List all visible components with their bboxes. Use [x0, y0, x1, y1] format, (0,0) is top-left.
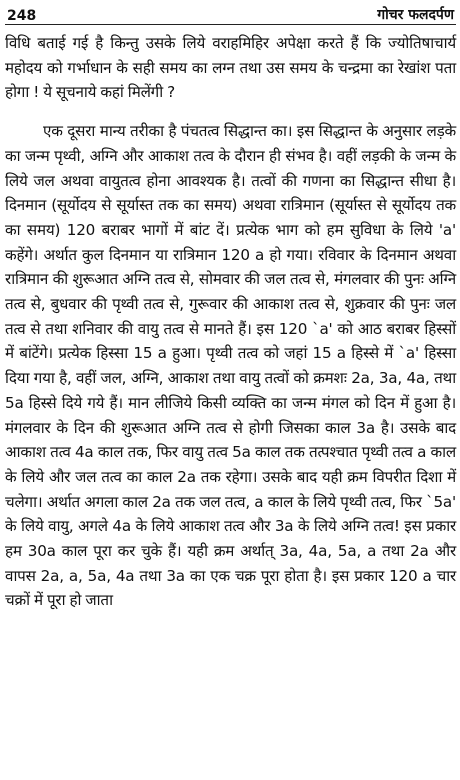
- paragraph-continuation: विधि बताई गई है किन्तु उसके लिये वराहमिहिर अपेक्षा करते हैं कि ज्योतिषाचार्य महोदय को गर्भाधान के सही समय का लग्न तथा उस समय के चन्द्रमा का रेखांश पता होगा ! ये सूचनाये कहां मिलेंगी ?: [5, 34, 456, 102]
- body-text: [5, 31, 456, 613]
- paragraph-panchtatva: एक दूसरा मान्य तरीका है पंचतत्व सिद्धान्त का। इस सिद्धान्त के अनुसार लड़के का जन्म पृथ्वी, अग्नि और आकाश तत्व के दौरान ही संभव है। वहीं लड़की के जन्म के लिये जल अथवा वायुतत्व होना आवश्यक है। तत्वों की गणना का सिद्धान्त सीधा है। दिनमान (सूर्योदय से सूर्यास्त तक का समय) अथवा रात्रिमान (सूर्यास्त से सूर्योदय तक का समय) 120 बराबर भागों में बांट दें। प्रत्येक भाग को हम सुविधा के लिये 'a' कहेंगे। अर्थात कुल दिनमान या रात्रिमान 120 a हो गया। रविवार के दिनमान अथवा रात्रिमान की शुरूआत अग्नि तत्व से, सोमवार की जल तत्व से, मंगलवार की पुनः अग्नि तत्व से, बुधवार की पृथ्वी तत्व से, गुरूवार की आकाश तत्व से, शुक्रवार की पुनः जल तत्व से तथा शनिवार की वायु तत्व से मानते हैं। इस 120 `a' को आठ बराबर हिस्सों में बांटेंगे। प्रत्येक हिस्सा 15 a हुआ। पृथ्वी तत्व को जहां 15 a हिस्से में `a' हिस्सा दिया गया है, वहीं जल, अग्नि, आकाश तथा वायु तत्वों को क्रमशः 2a, 3a, 4a, तथा 5a हिस्से दिये गये हैं। मान लीजिये किसी व्यक्ति का जन्म मंगल को दिन में हुआ है। मंगलवार के दिन की शुरूआत अग्नि तत्व से होगी जिसका काल 3a है। उसके बाद आकाश तत्व 4a काल तक, फिर वायु तत्व 5a काल तक तत्पश्चात पृथ्वी तत्व a काल के लिये और जल तत्व का काल 2a तक रहेगा। उसके बाद यही क्रम विपरीत दिशा में चलेगा। अर्थात अगला काल 2a तक जल तत्व, a काल के लिये पृथ्वी तत्व, फिर `5a' के लिये वायु, अगले 4a के लिये आकाश तत्व और 3a के लिये अग्नि तत्व! इस प्रकार हम 30a काल पूरा कर चुके हैं। यही क्रम अर्थात् 3a, 4a, 5a, a तथा 2a और वापस 2a, a, 5a, 4a तथा 3a का एक चक्र पूरा होता है। इस प्रकार 120 a चार चक्रों में पूरा हो जाता: [5, 122, 456, 610]
- page-header: [5, 0, 456, 25]
- running-title: गोचर फलदर्पण: [377, 7, 454, 23]
- page-number: 248: [7, 8, 37, 24]
